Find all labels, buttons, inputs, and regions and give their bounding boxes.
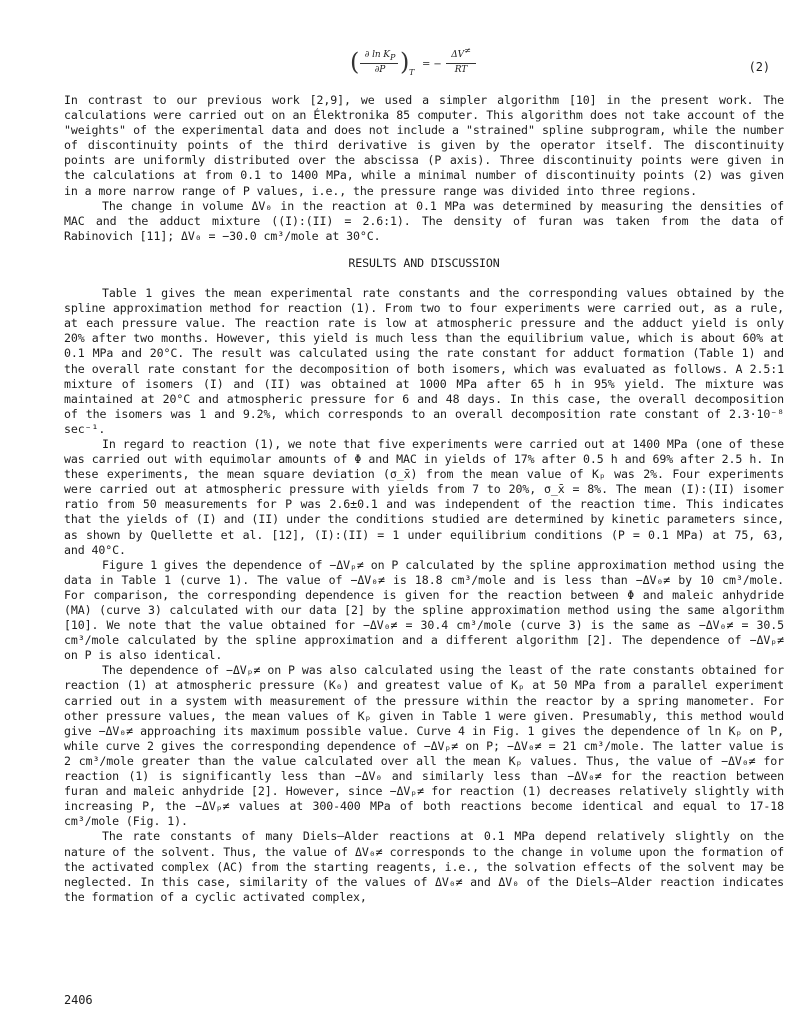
eq-lhs-denominator: ∂P	[374, 65, 386, 75]
left-paren: (	[350, 48, 360, 76]
equation-number: (2)	[748, 60, 770, 74]
eq-rhs-numerator-sup: ≠	[464, 46, 471, 55]
paragraph-figure-1: Figure 1 gives the dependence of −ΔVₚ≠ on P calculated by the spline approximation method using the data in Table 1 (curve 1). The value of −ΔV₀≠ is 18.8 cm³/mole and is less than −ΔV₀≠ by 10 cm³/mole. For comparison, the corresponding dependence is given for the reaction between Φ and maleic anhydride (MA) (curve 3) calculated with our data [2] by the spline approximation method using the same algorithm [10]. We note that the value obtained for −ΔV₀≠ = 30.4 cm³/mole (curve 3) is the same as −ΔV₀≠ = 30.5 cm³/mole calculated by the spline approximation and a different algorithm [2]. The dependence of −ΔVₚ≠ on P is also identical.	[64, 557, 784, 663]
paragraph-algorithm: In contrast to our previous work [2,9], we used a simpler algorithm [10] in the present work. The calculations were carried out on an Élektronika 85 computer. This algorithm does not take account of the "weights" of the experimental data and does not include a "strained" spline subprogram, while the number of discontinuity points of the third derivative is given by the operator itself. The discontinuity points are uniformly distributed over the abscissa (P axis). Three discontinuity points were given in the calculations at from 0.1 to 1400 MPa, while a minimal number of discontinuity points (2) was given in a more narrow range of P values, i.e., the pressure range was divided into three regions.	[64, 93, 784, 198]
paragraph-dependence: The dependence of −ΔVₚ≠ on P was also calculated using the least of the rate constants obtained for reaction (1) at atmospheric pressure (K₀) and greatest value of Kₚ at 50 MPa from a parallel experiment carried out in a system with measurement of the pressure within the reactor by a spring manometer. For other pressure values, the mean values of Kₚ given in Table 1 were given. Presumably, this method would give −ΔV₀≠ approaching its maximum possible value. Curve 4 in Fig. 1 gives the dependence of ln Kₚ on P, while curve 2 gives the corresponding dependence of −ΔVₚ≠ on P; −ΔV₀≠ = 21 cm³/mole. The latter value is 2 cm³/mole greater than the value calculated over all the mean Kₚ values. Thus, the value of −ΔV₀≠ for reaction (1) is significantly less than −ΔV₀ and similarly less than −ΔV₀≠ for the reaction between furan and maleic anhydride [2]. However, since −ΔVₚ≠ for reaction (1) decreases relatively slightly with increasing P, the −ΔVₚ≠ values at 300-400 MPa of both reactions become identical and equal to 17-18 cm³/mole (Fig. 1).	[64, 663, 784, 829]
eq-fraction-lhs	[360, 50, 400, 60]
equation-2	[350, 48, 770, 82]
eq-rhs-denominator: RT	[454, 65, 468, 75]
paragraph-table-1: Table 1 gives the mean experimental rate constants and the corresponding values obtained by the spline approximation method for reaction (1). From two to four experiments were carried out, as a rule, at each pressure value. The reaction rate is low at atmospheric pressure and the adduct yield is only 20% after two months. However, this yield is much less than the equilibrium value, which is about 60% at 0.1 MPa and 20°C. The result was calculated using the rate constant for adduct formation (Table 1) and the overall rate constant for the decomposition of both isomers, which was evaluated as follows. A 2.5:1 mixture of isomers (I) and (II) was obtained at 1000 MPa after 65 h in 95% yield. The mixture was maintained at 20°C and atmospheric pressure for 6 and 48 days. In this case, the overall decomposition of the isomers was 1 and 9.2%, which corresponds to an overall decomposition rate constant of 2.3·10⁻⁸ sec⁻¹.	[64, 286, 784, 436]
eq-rhs-fraction-bar	[446, 63, 476, 64]
page-number: 2406	[64, 993, 93, 1007]
section-heading: RESULTS AND DISCUSSION	[348, 255, 500, 270]
eq-subscript: T	[409, 68, 415, 77]
eq-lhs-numerator: ∂ ln K	[364, 50, 390, 60]
eq-equals: = −	[422, 59, 442, 70]
eq-lhs-fraction-bar	[360, 63, 398, 64]
body-text	[64, 93, 784, 905]
eq-lhs-numerator-sub: P	[389, 52, 396, 62]
paragraph-rate-constants: The rate constants of many Diels–Alder reactions at 0.1 MPa depend relatively slightly on the nature of the solvent. Thus, the value of ΔV₀≠ corresponds to the change in volume upon the formation of the activated complex (AC) from the starting reagents, i.e., the solvation effects of the solvent may be neglected. In this case, similarity of the values of ΔV₀≠ and ΔV₀ of the Diels–Alder reaction indicates the formation of a cyclic activated complex,	[64, 829, 784, 904]
paragraph-volume-change: The change in volume ΔV₀ in the reaction at 0.1 MPa was determined by measuring the densities of MAC and the adduct mixture ((I):(II) = 2.6:1). The density of furan was taken from the data of Rabinovich [11]; ΔV₀ = −30.0 cm³/mole at 30°C.	[64, 198, 784, 243]
paragraph-reaction-1: In regard to reaction (1), we note that five experiments were carried out at 1400 MPa (one of these was carried out with equimolar amounts of Φ and MAC in yields of 17% after 0.5 h and 69% after 2.5 h. In these experiments, the mean square deviation (σ_x̄) from the mean value of Kₚ was 2%. Four experiments were carried out at atmospheric pressure with yields from 7 to 20%, σ_x̄ = 8%. The mean (I):(II) isomer ratio from 50 measurements for P was 2.6±0.1 and was independent of the reaction time. This indicates that the yields of (I) and (II) under the conditions studied are determined by kinetic parameters since, as shown by Quellette et al. [12], (I):(II) = 1 under equilibrium conditions (P = 0.1 MPa) at 75, 63, and 40°C.	[64, 436, 784, 557]
eq-rhs-numerator-text: ΔV	[451, 50, 465, 60]
right-paren: )	[400, 48, 410, 76]
eq-rhs-numerator	[446, 46, 476, 60]
